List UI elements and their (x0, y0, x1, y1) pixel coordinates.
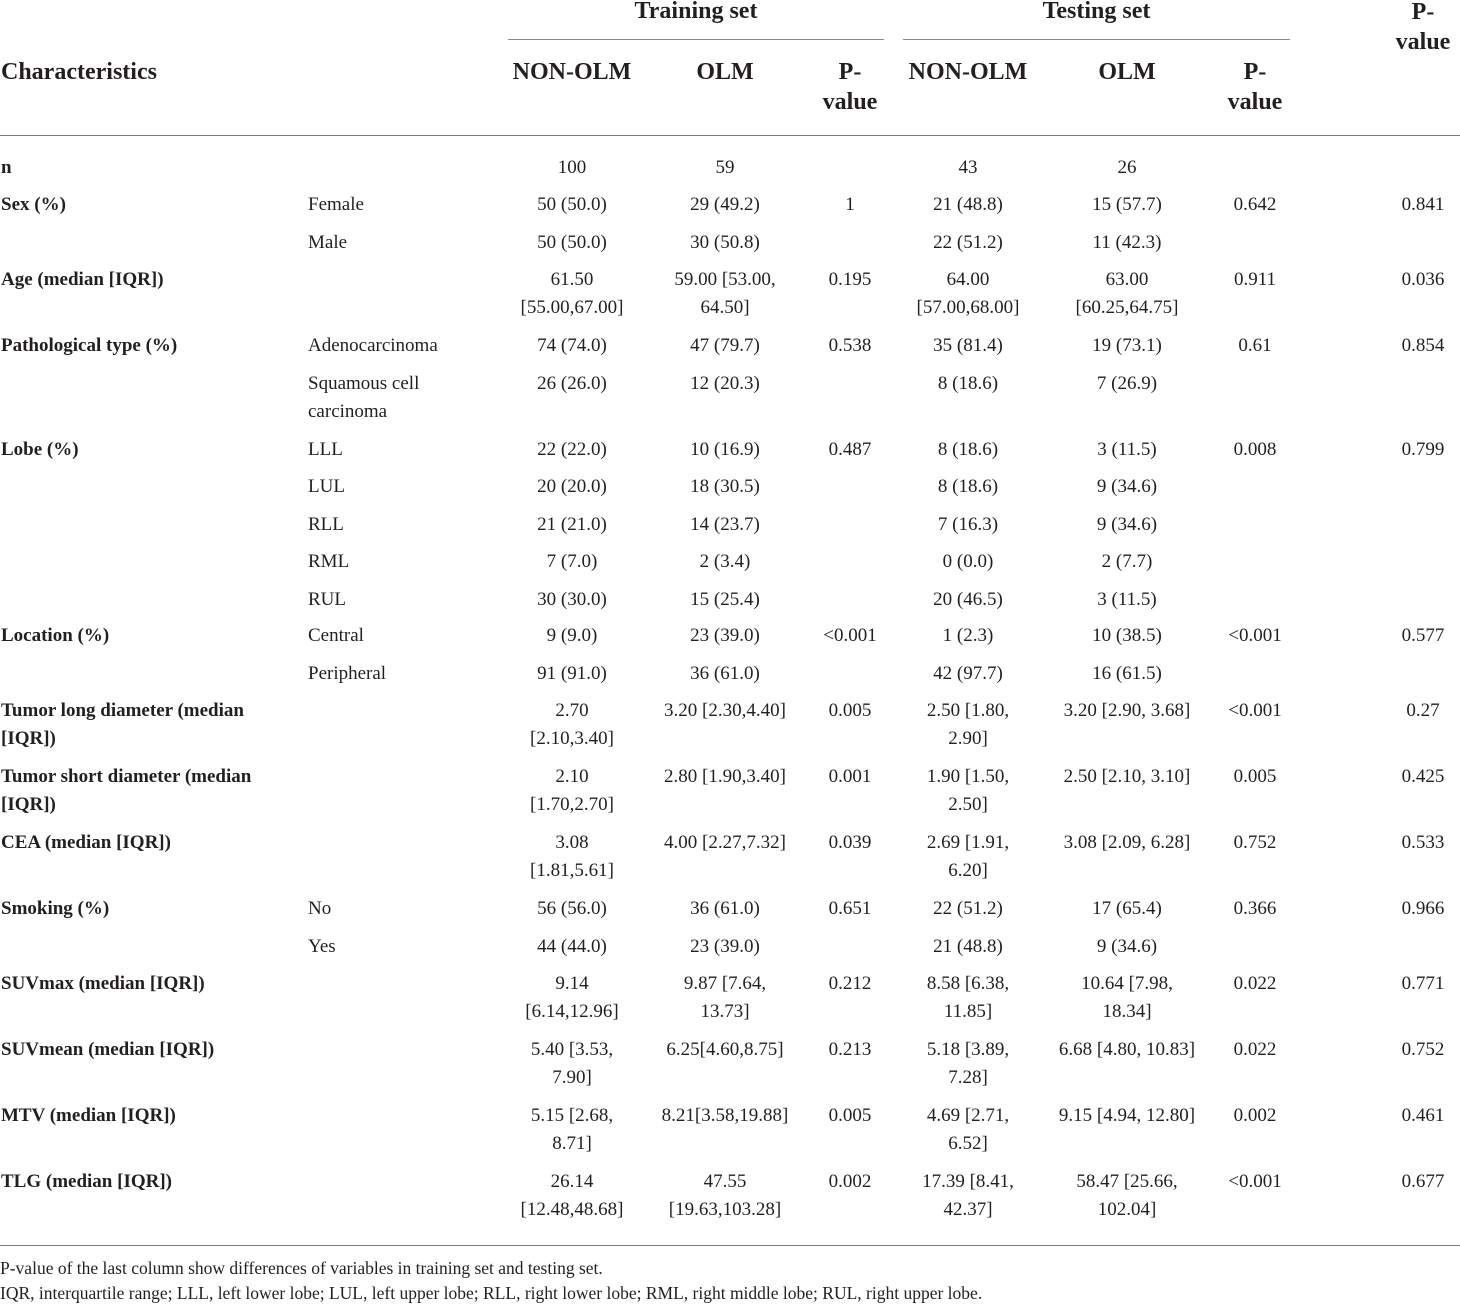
train-non-olm-value: 5.40 [3.53, 7.90] (530, 1039, 614, 1088)
train-olm-value: 47 (79.7) (690, 335, 760, 356)
train-non-olm-value: 22 (22.0) (537, 439, 607, 460)
train-p-value: <0.001 (823, 625, 877, 646)
header-testing-set: Testing set (1042, 0, 1151, 24)
table-bottom-rule (0, 1245, 1460, 1246)
train-olm-value: 29 (49.2) (690, 194, 760, 215)
test-p-value: 0.642 (1233, 194, 1277, 215)
characteristic-label: Smoking (%) (1, 898, 110, 919)
train-olm-value: 15 (25.4) (690, 589, 760, 610)
test-non-olm-value: 21 (48.8) (933, 194, 1003, 215)
overall-p-value: 0.677 (1401, 1171, 1445, 1192)
subcategory: RUL (308, 589, 346, 610)
test-olm-value: 2 (7.7) (1101, 551, 1153, 572)
test-olm-value: 19 (73.1) (1092, 335, 1162, 356)
overall-p-value: 0.27 (1406, 700, 1440, 721)
overall-p-value: 0.425 (1401, 766, 1445, 787)
test-olm-value: 3 (11.5) (1097, 439, 1157, 460)
train-olm-value: 59.00 [53.00, 64.50] (674, 269, 776, 318)
test-non-olm-value: 35 (81.4) (933, 335, 1003, 356)
test-p-value: 0.008 (1233, 439, 1277, 460)
train-olm-value: 3.20 [2.30,4.40] (664, 700, 786, 721)
test-olm-value: 2.50 [2.10, 3.10] (1063, 766, 1191, 787)
test-non-olm-value: 20 (46.5) (933, 589, 1003, 610)
test-p-value: <0.001 (1228, 1171, 1282, 1192)
header-train-olm: OLM (696, 59, 754, 85)
train-olm-value: 10 (16.9) (690, 439, 760, 460)
train-non-olm-value: 2.70 [2.10,3.40] (530, 700, 614, 749)
test-p-value: 0.022 (1233, 1039, 1277, 1060)
train-non-olm-value: 5.15 [2.68, 8.71] (530, 1105, 614, 1154)
test-olm-value: 3 (11.5) (1097, 589, 1157, 610)
subcategory: Peripheral (308, 663, 387, 684)
train-olm-value: 2.80 [1.90,3.40] (664, 766, 786, 787)
train-olm-value: 18 (30.5) (690, 476, 760, 497)
train-non-olm-value: 30 (30.0) (537, 589, 607, 610)
characteristic-label: Sex (%) (1, 194, 66, 215)
train-olm-value: 12 (20.3) (690, 373, 760, 394)
train-olm-value: 59 (715, 157, 735, 178)
test-non-olm-value: 21 (48.8) (933, 936, 1003, 957)
train-olm-value: 36 (61.0) (690, 898, 760, 919)
test-non-olm-value: 8.58 [6.38, 11.85] (926, 973, 1010, 1022)
overall-p-value: 0.841 (1401, 194, 1445, 215)
test-p-value: 0.002 (1233, 1105, 1277, 1126)
test-olm-value: 3.20 [2.90, 3.68] (1063, 700, 1191, 721)
characteristic-label: TLG (median [IQR]) (1, 1171, 172, 1192)
train-non-olm-value: 9.14 [6.14,12.96] (525, 973, 619, 1022)
test-non-olm-value: 1 (2.3) (942, 625, 994, 646)
test-non-olm-value: 4.69 [2.71, 6.52] (926, 1105, 1010, 1154)
subcategory: Squamous cell carcinoma (308, 373, 420, 422)
train-non-olm-value: 44 (44.0) (537, 936, 607, 957)
train-p-value: 1 (845, 194, 855, 215)
test-non-olm-value: 43 (958, 157, 978, 178)
train-non-olm-value: 26.14 [12.48,48.68] (520, 1171, 624, 1220)
test-non-olm-value: 0 (0.0) (942, 551, 994, 572)
test-olm-value: 9.15 [4.94, 12.80] (1058, 1105, 1196, 1126)
test-non-olm-value: 42 (97.7) (933, 663, 1003, 684)
characteristic-label: Age (median [IQR]) (1, 269, 164, 290)
test-olm-value: 6.68 [4.80, 10.83] (1058, 1039, 1196, 1060)
train-olm-value: 8.21[3.58,19.88] (661, 1105, 789, 1126)
header-train-p-value: P- value (822, 59, 878, 115)
subcategory: No (308, 898, 332, 919)
train-p-value: 0.538 (828, 335, 872, 356)
train-non-olm-value: 50 (50.0) (537, 232, 607, 253)
test-non-olm-value: 1.90 [1.50, 2.50] (926, 766, 1010, 815)
subcategory: Male (308, 232, 348, 253)
test-p-value: 0.752 (1233, 832, 1277, 853)
train-non-olm-value: 21 (21.0) (537, 514, 607, 535)
header-test-non-olm: NON-OLM (908, 59, 1028, 85)
train-non-olm-value: 74 (74.0) (537, 335, 607, 356)
test-non-olm-value: 64.00 [57.00,68.00] (916, 269, 1020, 318)
footnote-abbreviations: IQR, interquartile range; LLL, left lower lobe; LUL, left upper lobe; RLL, right lower lobe; RML, right middle lobe; RUL, right upper lobe. (0, 1283, 983, 1303)
characteristic-label: Tumor long diameter (median [IQR]) (1, 700, 244, 749)
subcategory: LUL (308, 476, 345, 497)
test-p-value: 0.366 (1233, 898, 1277, 919)
train-olm-value: 6.25[4.60,8.75] (666, 1039, 784, 1060)
test-olm-value: 11 (42.3) (1092, 232, 1162, 253)
test-olm-value: 63.00 [60.25,64.75] (1075, 269, 1179, 318)
characteristic-label: SUVmean (median [IQR]) (1, 1039, 215, 1060)
test-non-olm-value: 5.18 [3.89, 7.28] (926, 1039, 1010, 1088)
overall-p-value: 0.577 (1401, 625, 1445, 646)
test-non-olm-value: 8 (18.6) (937, 439, 999, 460)
subcategory: Central (308, 625, 364, 646)
train-p-value: 0.005 (828, 700, 872, 721)
train-non-olm-value: 91 (91.0) (537, 663, 607, 684)
overall-p-value: 0.036 (1401, 269, 1445, 290)
test-non-olm-value: 2.69 [1.91, 6.20] (926, 832, 1010, 881)
train-p-value: 0.195 (828, 269, 872, 290)
test-olm-value: 3.08 [2.09, 6.28] (1063, 832, 1191, 853)
overall-p-value: 0.799 (1401, 439, 1445, 460)
subcategory: RLL (308, 514, 344, 535)
subcategory: Female (308, 194, 364, 215)
train-olm-value: 23 (39.0) (690, 625, 760, 646)
test-non-olm-value: 22 (51.2) (933, 898, 1003, 919)
train-non-olm-value: 2.10 [1.70,2.70] (530, 766, 614, 815)
train-olm-value: 14 (23.7) (690, 514, 760, 535)
characteristic-label: Pathological type (%) (1, 335, 178, 356)
train-p-value: 0.213 (828, 1039, 872, 1060)
train-non-olm-value: 100 (557, 157, 587, 178)
train-olm-value: 36 (61.0) (690, 663, 760, 684)
train-non-olm-value: 50 (50.0) (537, 194, 607, 215)
characteristic-label: SUVmax (median [IQR]) (1, 973, 205, 994)
characteristic-label: Location (%) (1, 625, 110, 646)
train-non-olm-value: 56 (56.0) (537, 898, 607, 919)
overall-p-value: 0.854 (1401, 335, 1445, 356)
test-olm-value: 7 (26.9) (1096, 373, 1158, 394)
characteristic-label: n (1, 157, 12, 178)
overall-p-value: 0.461 (1401, 1105, 1445, 1126)
train-non-olm-value: 7 (7.0) (546, 551, 598, 572)
train-p-value: 0.039 (828, 832, 872, 853)
train-olm-value: 47.55 [19.63,103.28] (668, 1171, 782, 1220)
train-non-olm-value: 9 (9.0) (546, 625, 598, 646)
header-characteristics: Characteristics (1, 59, 157, 85)
train-olm-value: 9.87 [7.64, 13.73] (683, 973, 767, 1022)
test-p-value: 0.61 (1238, 335, 1272, 356)
characteristic-label: CEA (median [IQR]) (1, 832, 171, 853)
test-non-olm-value: 22 (51.2) (933, 232, 1003, 253)
overall-p-value: 0.752 (1401, 1039, 1445, 1060)
header-test-olm: OLM (1098, 59, 1156, 85)
train-p-value: 0.487 (828, 439, 872, 460)
header-test-p-value: P- value (1227, 59, 1283, 115)
subcategory: LLL (308, 439, 343, 460)
test-p-value: <0.001 (1228, 625, 1282, 646)
test-non-olm-value: 17.39 [8.41, 42.37] (922, 1171, 1014, 1220)
testing-set-underline (903, 39, 1290, 40)
test-olm-value: 9 (34.6) (1096, 514, 1158, 535)
test-non-olm-value: 7 (16.3) (937, 514, 999, 535)
train-olm-value: 2 (3.4) (699, 551, 751, 572)
train-non-olm-value: 20 (20.0) (537, 476, 607, 497)
footnote-p-value: P-value of the last column show differences of variables in training set and testing set. (0, 1258, 603, 1278)
test-p-value: 0.911 (1233, 269, 1277, 290)
characteristic-label: MTV (median [IQR]) (1, 1105, 176, 1126)
test-non-olm-value: 8 (18.6) (937, 373, 999, 394)
test-olm-value: 9 (34.6) (1096, 476, 1158, 497)
train-p-value: 0.005 (828, 1105, 872, 1126)
train-non-olm-value: 3.08 [1.81,5.61] (530, 832, 614, 881)
subcategory: RML (308, 551, 350, 572)
header-train-non-olm: NON-OLM (512, 59, 632, 85)
test-p-value: 0.005 (1233, 766, 1277, 787)
test-olm-value: 16 (61.5) (1092, 663, 1162, 684)
train-p-value: 0.001 (828, 766, 872, 787)
overall-p-value: 0.533 (1401, 832, 1445, 853)
test-olm-value: 15 (57.7) (1092, 194, 1162, 215)
train-olm-value: 4.00 [2.27,7.32] (664, 832, 786, 853)
test-p-value: <0.001 (1228, 700, 1282, 721)
test-p-value: 0.022 (1233, 973, 1277, 994)
test-olm-value: 10 (38.5) (1092, 625, 1162, 646)
overall-p-value: 0.966 (1401, 898, 1445, 919)
test-olm-value: 9 (34.6) (1096, 936, 1158, 957)
header-training-set: Training set (634, 0, 758, 24)
train-olm-value: 23 (39.0) (690, 936, 760, 957)
training-set-underline (508, 39, 884, 40)
test-non-olm-value: 2.50 [1.80, 2.90] (926, 700, 1010, 749)
test-non-olm-value: 8 (18.6) (937, 476, 999, 497)
header-bottom-rule (0, 135, 1460, 136)
overall-p-value: 0.771 (1401, 973, 1445, 994)
header-p-value-overall: P- value (1395, 0, 1451, 55)
test-olm-value: 26 (1117, 157, 1137, 178)
train-p-value: 0.212 (828, 973, 872, 994)
train-p-value: 0.002 (828, 1171, 872, 1192)
train-olm-value: 30 (50.8) (690, 232, 760, 253)
characteristic-label: Tumor short diameter (median [IQR]) (1, 766, 252, 815)
subcategory: Adenocarcinoma (308, 335, 438, 356)
test-olm-value: 58.47 [25.66, 102.04] (1076, 1171, 1178, 1220)
train-p-value: 0.651 (828, 898, 872, 919)
train-non-olm-value: 61.50 [55.00,67.00] (520, 269, 624, 318)
test-olm-value: 10.64 [7.98, 18.34] (1081, 973, 1173, 1022)
train-non-olm-value: 26 (26.0) (537, 373, 607, 394)
characteristic-label: Lobe (%) (1, 439, 79, 460)
test-olm-value: 17 (65.4) (1092, 898, 1162, 919)
subcategory: Yes (308, 936, 336, 957)
